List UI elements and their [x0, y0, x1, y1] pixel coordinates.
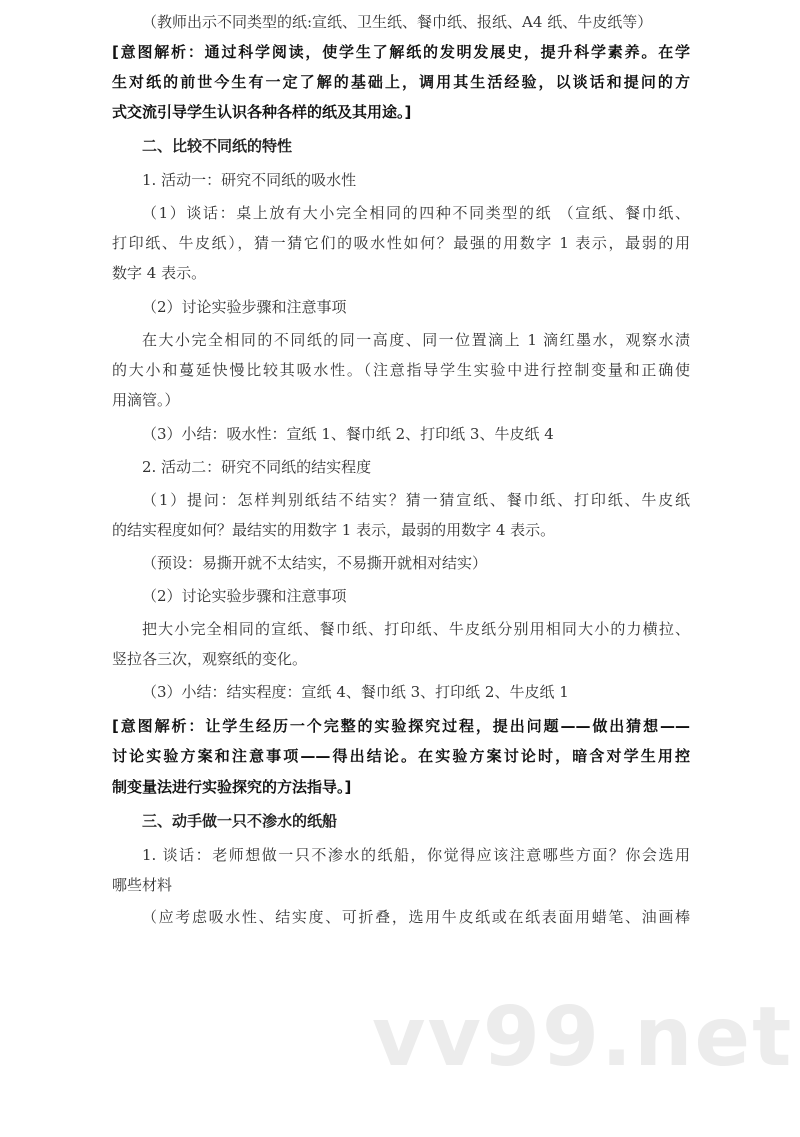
- intent-analysis-line: 式交流引导学生认识各种各样的纸及其用途。]: [112, 103, 412, 121]
- intent-analysis-line: 制变量法进行实验探究的方法指导。]: [112, 778, 352, 796]
- paragraph-line: （教师出示不同类型的纸:宣纸、卫生纸、餐巾纸、报纸、A4 纸、牛皮纸等）: [142, 13, 653, 31]
- paragraph-line: 竖拉各三次，观察纸的变化。: [112, 650, 308, 668]
- paragraph-line: （1）谈话：桌上放有大小完全相同的四种不同类型的纸 （宣纸、餐巾纸、: [142, 204, 690, 222]
- paragraph-line: 用滴管。）: [112, 391, 180, 409]
- paragraph-line: 的大小和蔓延快慢比较其吸水性。（注意指导学生实验中进行控制变量和正确使: [112, 361, 690, 379]
- paragraph-line: 在大小完全相同的不同纸的同一高度、同一位置滴上 1 滴红墨水，观察水渍: [142, 331, 690, 349]
- section-heading: 二、比较不同纸的特性: [142, 137, 293, 155]
- intent-analysis-line: [意图解析：让学生经历一个完整的实验探究过程，提出问题——做出猜想——: [112, 717, 690, 735]
- paragraph-line: 哪些材料: [112, 876, 173, 894]
- paragraph-line: （应考虑吸水性、结实度、可折叠，选用牛皮纸或在纸表面用蜡笔、油画棒: [142, 908, 690, 926]
- paragraph-line: （3）小结：结实程度：宣纸 4、餐巾纸 3、打印纸 2、牛皮纸 1: [142, 683, 569, 701]
- intent-analysis-line: 生对纸的前世今生有一定了解的基础上，调用其生活经验，以谈话和提问的方: [112, 73, 690, 91]
- paragraph-line: （1）提问：怎样判别纸结不结实？猜一猜宣纸、餐巾纸、打印纸、牛皮纸: [142, 491, 690, 509]
- paragraph-line: （3）小结：吸水性：宣纸 1、餐巾纸 2、打印纸 3、牛皮纸 4: [142, 425, 554, 443]
- subheading: 1. 活动一：研究不同纸的吸水性: [142, 171, 357, 189]
- paragraph-line: 打印纸、牛皮纸），猜一猜它们的吸水性如何？最强的用数字 1 表示，最弱的用: [112, 234, 690, 252]
- paragraph-line: （2）讨论实验步骤和注意事项: [142, 298, 347, 316]
- paragraph-line: 的结实程度如何？最结实的用数字 1 表示，最弱的用数字 4 表示。: [112, 521, 556, 539]
- paragraph-line: 把大小完全相同的宣纸、餐巾纸、打印纸、牛皮纸分别用相同大小的力横拉、: [142, 620, 690, 638]
- paragraph-line: （预设：易撕开就不太结实，不易撕开就相对结实）: [142, 554, 488, 572]
- subheading: 2. 活动二：研究不同纸的结实程度: [142, 458, 372, 476]
- paragraph-line: 数字 4 表示。: [112, 264, 207, 282]
- watermark: vv99.net: [372, 990, 794, 1085]
- intent-analysis-line: [意图解析：通过科学阅读，使学生了解纸的发明发展史，提升科学素养。在学: [112, 43, 690, 61]
- paragraph-line: 1. 谈话：老师想做一只不渗水的纸船，你觉得应该注意哪些方面？你会选用: [142, 846, 690, 864]
- paragraph-line: （2）讨论实验步骤和注意事项: [142, 587, 347, 605]
- intent-analysis-line: 讨论实验方案和注意事项——得出结论。在实验方案讨论时，暗含对学生用控: [112, 747, 690, 765]
- section-heading: 三、动手做一只不渗水的纸船: [142, 812, 338, 830]
